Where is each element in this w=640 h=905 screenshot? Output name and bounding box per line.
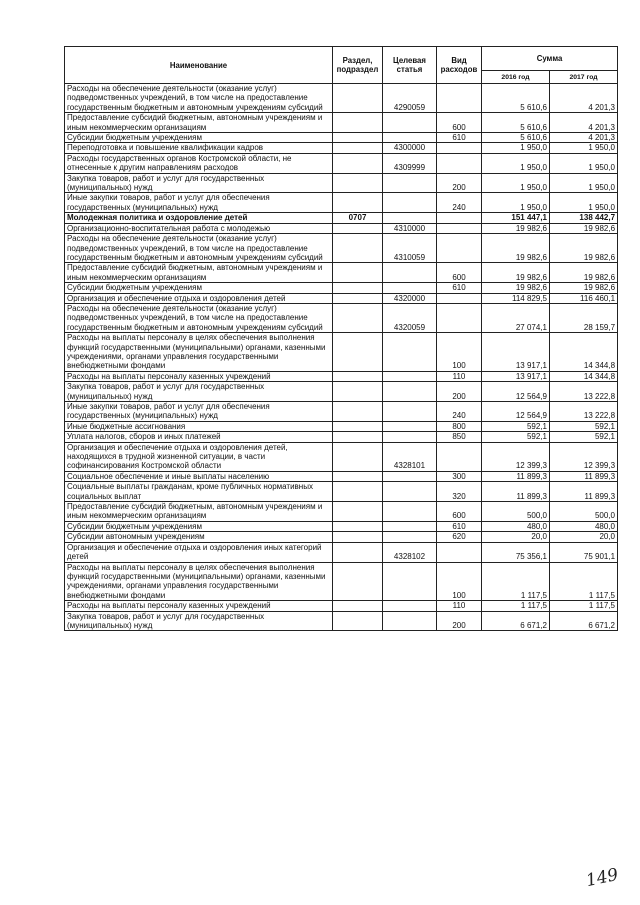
table-row [65,333,618,372]
cell-target [383,283,437,293]
cell-target: 4328102 [383,542,437,562]
table-row [65,283,618,293]
cell-type [437,223,482,233]
cell-section [333,84,383,113]
cell-2016: 27 074,1 [482,303,550,332]
cell-target [383,421,437,431]
cell-target: 4320059 [383,303,437,332]
cell-section [333,562,383,601]
cell-name: Иные закупки товаров, работ и услуг для обеспечения государственных (муниципальных) нужд [65,193,333,213]
cell-2016: 5 610,6 [482,84,550,113]
cell-2017: 14 344,8 [550,333,618,372]
cell-type: 610 [437,283,482,293]
table-row [65,143,618,153]
table-row [65,213,618,223]
cell-2017: 500,0 [550,502,618,522]
cell-name: Уплата налогов, сборов и иных платежей [65,432,333,442]
table-row [65,371,618,381]
cell-name: Субсидии бюджетным учреждениям [65,133,333,143]
cell-target [383,471,437,481]
cell-name: Закупка товаров, работ и услуг для государственных (муниципальных) нужд [65,382,333,402]
cell-2017: 12 399,3 [550,442,618,471]
cell-target [383,371,437,381]
table-row [65,482,618,502]
cell-2017: 592,1 [550,421,618,431]
cell-section [333,333,383,372]
cell-type: 100 [437,562,482,601]
table-row [65,84,618,113]
table-row [65,193,618,213]
cell-target [383,213,437,223]
cell-type: 240 [437,193,482,213]
cell-name: Расходы на обеспечение деятельности (оказание услуг) подведомственных учреждений, в том числе на предоставление государственным бюджетным и автономным учреждениям субсидий [65,234,333,263]
cell-name: Предоставление субсидий бюджетным, автономным учреждениям и иным некоммерческим организациям [65,113,333,133]
cell-type [437,293,482,303]
cell-name: Социальное обеспечение и иные выплаты населению [65,471,333,481]
header-sum: Сумма [482,47,618,71]
header-type: Вид расходов [437,47,482,84]
cell-2016: 1 950,0 [482,193,550,213]
cell-2017: 19 982,6 [550,263,618,283]
cell-section [333,611,383,631]
cell-target [383,263,437,283]
cell-2016: 19 982,6 [482,283,550,293]
cell-section [333,283,383,293]
cell-2016: 6 671,2 [482,611,550,631]
cell-type: 240 [437,402,482,422]
cell-2016: 592,1 [482,432,550,442]
cell-2016: 500,0 [482,502,550,522]
cell-target [383,521,437,531]
cell-2016: 12 564,9 [482,382,550,402]
cell-2017: 14 344,8 [550,371,618,381]
table-row [65,532,618,542]
cell-target [383,402,437,422]
table-row [65,402,618,422]
cell-section [333,113,383,133]
cell-section [333,442,383,471]
cell-name: Закупка товаров, работ и услуг для государственных (муниципальных) нужд [65,173,333,193]
cell-section [333,371,383,381]
cell-name: Расходы на обеспечение деятельности (оказание услуг) подведомственных учреждений, в том числе на предоставление государственным бюджетным и автономным учреждениям субсидий [65,84,333,113]
cell-name: Организация и обеспечение отдыха и оздоровления детей [65,293,333,303]
cell-name: Расходы государственных органов Костромской области, не отнесенные к другим направлениям расходов [65,153,333,173]
cell-target [383,482,437,502]
cell-section [333,421,383,431]
cell-2016: 1 950,0 [482,143,550,153]
cell-2016: 13 917,1 [482,371,550,381]
cell-section: 0707 [333,213,383,223]
header-year-2016: 2016 год [482,71,550,84]
cell-section [333,263,383,283]
cell-type: 200 [437,382,482,402]
cell-2016: 19 982,6 [482,234,550,263]
cell-2017: 4 201,3 [550,133,618,143]
cell-section [333,482,383,502]
cell-2017: 19 982,6 [550,283,618,293]
cell-target: 4328101 [383,442,437,471]
page-number: 149 [584,864,621,892]
cell-2017: 13 222,8 [550,382,618,402]
cell-type [437,143,482,153]
cell-name: Молодежная политика и оздоровление детей [65,213,333,223]
cell-2016: 1 950,0 [482,173,550,193]
cell-name: Расходы на выплаты персоналу в целях обеспечения выполнения функций государственными (муниципальными) органами, казенными учреждениями, органами управления государственными внебюджетными фондами [65,333,333,372]
cell-target: 4310000 [383,223,437,233]
cell-2017: 138 442,7 [550,213,618,223]
cell-type: 610 [437,133,482,143]
cell-2016: 151 447,1 [482,213,550,223]
header-section: Раздел, подраздел [333,47,383,84]
cell-name: Расходы на выплаты персоналу казенных учреждений [65,601,333,611]
cell-section [333,303,383,332]
cell-2017: 1 117,5 [550,562,618,601]
cell-name: Переподготовка и повышение квалификации кадров [65,143,333,153]
cell-section [333,532,383,542]
cell-section [333,382,383,402]
cell-section [333,223,383,233]
table-row [65,234,618,263]
cell-target [383,133,437,143]
cell-2016: 12 564,9 [482,402,550,422]
cell-2016: 19 982,6 [482,263,550,283]
cell-2016: 592,1 [482,421,550,431]
cell-2017: 1 117,5 [550,601,618,611]
table-row [65,521,618,531]
cell-2016: 11 899,3 [482,482,550,502]
table-row [65,611,618,631]
cell-section [333,173,383,193]
cell-type: 800 [437,421,482,431]
cell-2016: 1 117,5 [482,562,550,601]
cell-target [383,382,437,402]
table-row [65,471,618,481]
table-row [65,442,618,471]
cell-2017: 13 222,8 [550,402,618,422]
cell-type: 320 [437,482,482,502]
cell-section [333,133,383,143]
cell-section [333,432,383,442]
cell-type [437,153,482,173]
cell-2017: 116 460,1 [550,293,618,303]
cell-type [437,234,482,263]
cell-2017: 11 899,3 [550,482,618,502]
cell-2016: 1 117,5 [482,601,550,611]
cell-type: 850 [437,432,482,442]
table-row [65,562,618,601]
cell-section [333,521,383,531]
cell-type: 110 [437,371,482,381]
table-row [65,382,618,402]
table-row [65,432,618,442]
cell-type: 610 [437,521,482,531]
cell-target [383,502,437,522]
cell-type: 600 [437,263,482,283]
cell-2016: 13 917,1 [482,333,550,372]
cell-section [333,143,383,153]
table-row [65,223,618,233]
cell-name: Расходы на выплаты персоналу в целях обеспечения выполнения функций государственными (муниципальными) органами, казенными учреждениями, органами управления государственными внебюджетными фондами [65,562,333,601]
cell-type: 110 [437,601,482,611]
table-row [65,153,618,173]
cell-name: Организация и обеспечение отдыха и оздоровления детей, находящихся в трудной жизненной ситуации, в части софинансирования Костромской области [65,442,333,471]
cell-type: 620 [437,532,482,542]
table-row [65,303,618,332]
cell-type: 600 [437,113,482,133]
cell-section [333,542,383,562]
cell-2017: 20,0 [550,532,618,542]
table-row [65,601,618,611]
cell-name: Предоставление субсидий бюджетным, автономным учреждениям и иным некоммерческим организациям [65,502,333,522]
cell-type: 600 [437,502,482,522]
cell-2017: 19 982,6 [550,223,618,233]
cell-2017: 1 950,0 [550,153,618,173]
cell-2016: 114 829,5 [482,293,550,303]
cell-type: 200 [437,173,482,193]
cell-2017: 1 950,0 [550,173,618,193]
cell-type [437,442,482,471]
cell-target: 4310059 [383,234,437,263]
cell-2017: 28 159,7 [550,303,618,332]
cell-2017: 1 950,0 [550,143,618,153]
cell-name: Иные закупки товаров, работ и услуг для обеспечения государственных (муниципальных) нужд [65,402,333,422]
cell-target [383,113,437,133]
cell-target [383,193,437,213]
cell-target [383,532,437,542]
cell-name: Субсидии бюджетным учреждениям [65,521,333,531]
table-row [65,293,618,303]
cell-target: 4309999 [383,153,437,173]
cell-section [333,234,383,263]
table-row [65,133,618,143]
budget-table-sheet [64,46,617,631]
table-row [65,113,618,133]
header-target: Целевая статья [383,47,437,84]
cell-target [383,601,437,611]
table-row [65,173,618,193]
cell-2017: 480,0 [550,521,618,531]
cell-name: Социальные выплаты гражданам, кроме публичных нормативных социальных выплат [65,482,333,502]
cell-type: 300 [437,471,482,481]
cell-2016: 5 610,6 [482,133,550,143]
cell-name: Организация и обеспечение отдыха и оздоровления иных категорий детей [65,542,333,562]
cell-name: Субсидии автономным учреждениям [65,532,333,542]
cell-2017: 4 201,3 [550,84,618,113]
cell-2016: 19 982,6 [482,223,550,233]
table-body [65,84,618,631]
cell-section [333,601,383,611]
cell-target [383,333,437,372]
cell-2017: 1 950,0 [550,193,618,213]
cell-2017: 6 671,2 [550,611,618,631]
cell-2017: 4 201,3 [550,113,618,133]
cell-section [333,471,383,481]
cell-section [333,293,383,303]
cell-section [333,153,383,173]
header-row [65,47,618,71]
header-year-2017: 2017 год [550,71,618,84]
cell-target: 4300000 [383,143,437,153]
cell-name: Расходы на обеспечение деятельности (оказание услуг) подведомственных учреждений, в том числе на предоставление государственным бюджетным и автономным учреждениям субсидий [65,303,333,332]
cell-target [383,173,437,193]
cell-target [383,562,437,601]
table-row [65,502,618,522]
cell-name: Субсидии бюджетным учреждениям [65,283,333,293]
cell-section [333,402,383,422]
cell-section [333,502,383,522]
cell-target: 4290059 [383,84,437,113]
cell-type [437,303,482,332]
cell-2016: 1 950,0 [482,153,550,173]
table-row [65,542,618,562]
cell-2017: 11 899,3 [550,471,618,481]
cell-target [383,432,437,442]
cell-name: Закупка товаров, работ и услуг для государственных (муниципальных) нужд [65,611,333,631]
cell-2016: 480,0 [482,521,550,531]
cell-2017: 592,1 [550,432,618,442]
cell-2016: 5 610,6 [482,113,550,133]
cell-type: 200 [437,611,482,631]
cell-name: Организационно-воспитательная работа с молодежью [65,223,333,233]
cell-type [437,213,482,223]
cell-target: 4320000 [383,293,437,303]
cell-section [333,193,383,213]
cell-type [437,84,482,113]
cell-2017: 75 901,1 [550,542,618,562]
cell-type [437,542,482,562]
cell-name: Предоставление субсидий бюджетным, автономным учреждениям и иным некоммерческим организациям [65,263,333,283]
header-name: Наименование [65,47,333,84]
cell-name: Иные бюджетные ассигнования [65,421,333,431]
cell-2016: 11 899,3 [482,471,550,481]
cell-name: Расходы на выплаты персоналу казенных учреждений [65,371,333,381]
budget-table [64,46,618,631]
cell-2016: 75 356,1 [482,542,550,562]
cell-type: 100 [437,333,482,372]
table-row [65,263,618,283]
table-row [65,421,618,431]
cell-2016: 12 399,3 [482,442,550,471]
cell-2016: 20,0 [482,532,550,542]
cell-target [383,611,437,631]
cell-2017: 19 982,6 [550,234,618,263]
